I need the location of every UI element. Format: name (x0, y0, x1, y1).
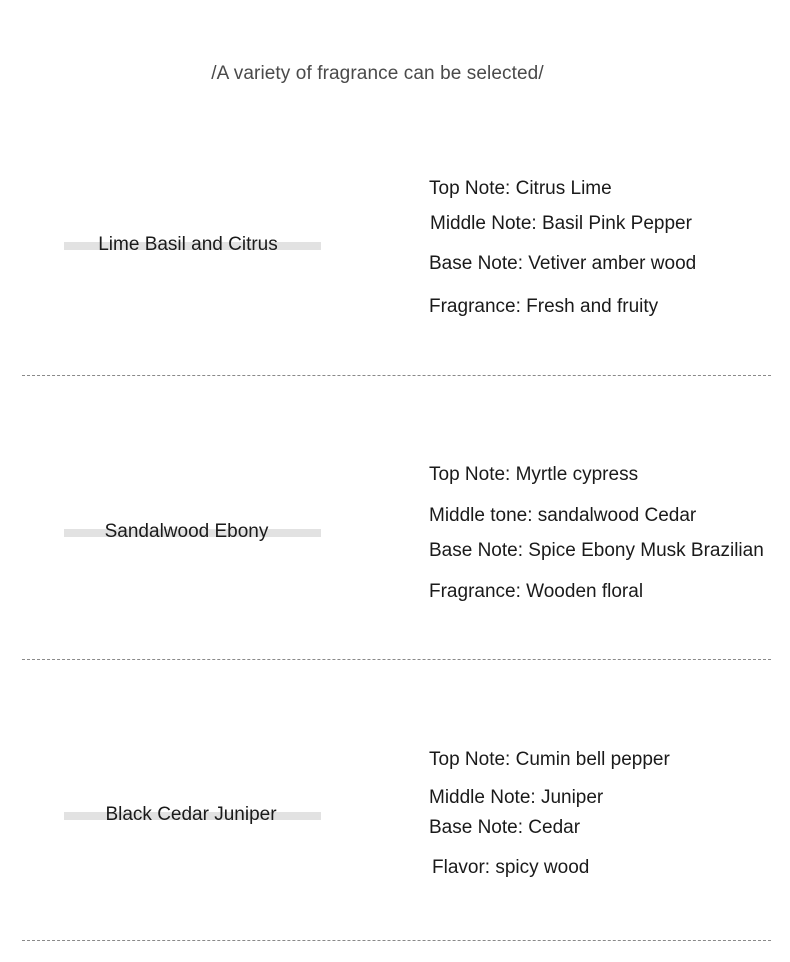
fragrance-name: Lime Basil and Citrus (98, 234, 278, 255)
fragrance-type: Fragrance: Wooden floral (429, 581, 644, 602)
middle-note: Middle tone: sandalwood Cedar (429, 505, 697, 526)
section-divider (22, 375, 771, 376)
fragrance-name-badge (64, 519, 321, 545)
fragrance-name: Sandalwood Ebony (104, 521, 269, 542)
top-note: Top Note: Myrtle cypress (429, 464, 639, 485)
fragrance-name-badge (64, 802, 321, 828)
middle-note: Middle Note: Juniper (429, 787, 604, 808)
fragrance-type: Flavor: spicy wood (432, 857, 590, 878)
top-note: Top Note: Citrus Lime (429, 178, 612, 199)
top-note: Top Note: Cumin bell pepper (429, 749, 670, 770)
middle-note: Middle Note: Basil Pink Pepper (430, 213, 692, 234)
base-note: Base Note: Cedar (429, 817, 581, 838)
fragrance-name: Black Cedar Juniper (105, 804, 277, 825)
base-note: Base Note: Vetiver amber wood (429, 253, 697, 274)
base-note: Base Note: Spice Ebony Musk Brazilian (429, 540, 764, 561)
section-divider (22, 659, 771, 660)
fragrance-name-badge (64, 232, 321, 258)
page-subtitle: /A variety of fragrance can be selected/ (211, 63, 544, 84)
section-divider (22, 940, 771, 941)
fragrance-type: Fragrance: Fresh and fruity (429, 296, 659, 317)
